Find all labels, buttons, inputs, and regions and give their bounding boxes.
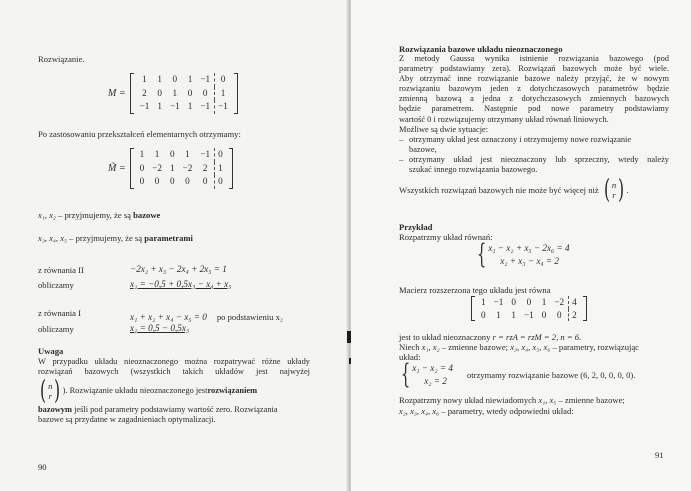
- matrix-m-tilde: [108, 148, 233, 189]
- matrix-cell: −1: [169, 101, 180, 111]
- matrix-cell: −1: [200, 101, 211, 111]
- matrix-cell: 0: [172, 74, 178, 84]
- solutions-binom: ( n r ): [603, 175, 625, 205]
- remark-line: rozwiązań bazowych (wszystkich takich układów jest najwyżej: [38, 367, 310, 377]
- intro-line: wartość 0 i rozwiązujemy otrzymany układ równań liniowych.: [399, 114, 609, 124]
- matrix-cell: 1: [142, 74, 147, 84]
- matrix-cell: 2: [568, 309, 581, 322]
- matrix-m-label: M =: [108, 87, 126, 99]
- matrix-cell: 0: [169, 176, 175, 186]
- matrix-cell: 1: [139, 149, 145, 159]
- matrix-cell: 1: [187, 74, 193, 84]
- matrix-cell: 0: [202, 176, 208, 186]
- remark-line3-rest: ). Rozwiązanie układu nieoznaczonego jest: [62, 386, 208, 396]
- rank-line: [399, 332, 581, 343]
- intro-line: Aby otrzymać inne rozwiązanie bazowe należy przyjąć, że w nowym: [399, 74, 669, 84]
- intro-line: zmienną bazową a jedna z dotychczasowych zmiennych bazowych: [399, 94, 669, 104]
- matrix-m-tilde-grid: [134, 148, 229, 189]
- elimination-sentence: Po zastosowaniu przekształceń elementarnych otrzymamy:: [38, 129, 241, 139]
- page-number-right: 91: [655, 450, 664, 460]
- calc2-expr: x₁ = 0,5 − 0,5x₃: [130, 323, 190, 333]
- intro-line: Możliwe są dwie sytuacje:: [399, 124, 489, 134]
- param-vars: x₃, x₄, x₅: [38, 233, 67, 243]
- eq1-label: z równania I: [38, 308, 81, 318]
- rank-line-text: jest to układ nieoznaczony: [399, 332, 493, 342]
- case-1-line: – otrzymany układ jest oznaczony i otrzymujemy nowe rozwiązanie: [409, 134, 632, 144]
- augmented-matrix-body: [471, 296, 587, 321]
- case-1: [399, 135, 669, 155]
- remark-line: W przypadku układu nieoznaczonego można rozpatrywać różne układy: [38, 357, 310, 366]
- matrix-cell: 1: [157, 74, 162, 84]
- matrix-cell: 0: [214, 175, 227, 189]
- uklad-label: układ:: [399, 352, 421, 362]
- matrix-cell: 1: [169, 162, 175, 173]
- matrix-m-body: [130, 73, 238, 114]
- matrix-m-grid: [134, 73, 234, 114]
- calc1-expr: x₂ = −0,5 + 0,5x₃ − x₄ + x₅: [130, 279, 232, 289]
- remark-line5: bazowe są przydatne w zagadnieniach optymalizacji.: [38, 415, 216, 425]
- new-system-line: [399, 395, 625, 406]
- matrix-cell: 1: [185, 149, 190, 159]
- remark-binom: ( n r ): [40, 376, 61, 407]
- remark-line3-bold: rozwiązaniem: [207, 386, 258, 396]
- matrix-cell: 0: [511, 297, 516, 307]
- intro-line: będzie parametrem. Następnie pod nowe parametry podstawiamy: [399, 104, 669, 114]
- basic-variables-line: [38, 210, 160, 221]
- binom-bottom: r: [612, 190, 616, 200]
- matrix-cell: 1: [481, 297, 486, 307]
- niech-text-a: Niech: [399, 342, 422, 352]
- case-2-line: – otrzymany układ jest nieoznaczony lub sprzeczny, wtedy należy: [409, 154, 669, 164]
- matrix-cell: 0: [481, 309, 486, 320]
- matrix-cell: 1: [541, 297, 547, 307]
- intro-line: rozwiązaniu bazowym jeden z dotychczasowych parametrów będzie: [399, 84, 669, 94]
- matrix-cell: 0: [157, 87, 162, 98]
- small-system: { x₁ − x₂ = 4 x₂ = 2 otrzymamy rozwiązanie bazowe (6, 2, 0, 0, 0, 0).: [400, 359, 636, 390]
- matrix-cell: 1: [214, 162, 227, 176]
- matrix-cell: −1: [523, 309, 534, 320]
- matrix-cell: −1: [200, 74, 211, 84]
- small-eq1: x₁ − x₂ = 4: [412, 363, 453, 373]
- params-line: [399, 406, 574, 417]
- small-eq2: x₂ = 2: [424, 376, 447, 386]
- matrix-cell: 1: [496, 309, 501, 320]
- matrix-cell: 1: [214, 87, 232, 101]
- remark-binom-top: n: [48, 381, 53, 392]
- new-system-text-a: Rozpatrzmy nowy układ niewiadomych: [399, 395, 539, 405]
- remark-title: Uwaga: [38, 346, 64, 356]
- augmented-intro: Macierz rozszerzona tego układu jest równa: [399, 285, 551, 295]
- param-vars-text: – przyjmujemy, że są: [67, 233, 145, 243]
- example-system: { x₁ − x₂ + x₅ − 2x₆ = 4 x₂ + x₃ − x₄ = 2: [476, 239, 570, 270]
- example-intro: Rozpatrzmy układ równań:: [399, 232, 493, 242]
- niech-params: x₃, x₄, x₅, x₆: [510, 342, 551, 352]
- right-page: [351, 0, 691, 491]
- augmented-matrix-grid: [475, 296, 583, 321]
- remark-body: [38, 357, 310, 425]
- remark-binom-bottom: r: [48, 391, 52, 402]
- augmented-matrix: [471, 296, 587, 326]
- matrix-cell: 0: [214, 148, 227, 162]
- matrix-cell: 0: [187, 87, 193, 98]
- section-title: Rozwiązania bazowe układu nieoznaczonego: [399, 44, 563, 54]
- matrix-cell: −1: [200, 149, 211, 159]
- basic-vars-text: – przyjmujemy, że są: [55, 210, 134, 220]
- matrix-cell: −2: [182, 162, 193, 173]
- parameters-line: [38, 233, 193, 244]
- matrix-cell: −2: [554, 297, 565, 307]
- matrix-cell: 0: [526, 297, 532, 307]
- intro-paragraph: [399, 54, 669, 175]
- remark-line4-rest: jeśli pod parametry podstawiamy wartość zero. Rozwiązania: [71, 405, 278, 415]
- small-solution: otrzymamy rozwiązanie bazowe (6, 2, 0, 0, 0, 0).: [466, 369, 636, 380]
- matrix-cell: 0: [185, 176, 190, 186]
- case-1-line: bazowe,: [409, 144, 437, 154]
- page-number-left: 90: [38, 462, 47, 472]
- matrix-cell: 1: [187, 101, 193, 111]
- eq1-expr: x₁ + x₂ + x₄ − x₅ = 0: [130, 312, 207, 322]
- param-emph: parametrami: [144, 233, 193, 243]
- case-2-line: szukać innego rozwiązania bazowego.: [409, 165, 538, 175]
- remark-line-binom: [38, 376, 310, 407]
- basic-vars: x₁, x₂: [38, 210, 56, 220]
- matrix-cell: 0: [154, 176, 160, 186]
- matrix-cell: −1: [493, 297, 504, 307]
- matrix-cell: 0: [556, 309, 562, 320]
- params-line-rest: – parametry, wtedy odpowiedni układ:: [439, 406, 574, 416]
- niech-text-b: – zmienne bazowe;: [439, 342, 511, 352]
- new-system-vars: x₁, x₅: [538, 395, 557, 405]
- matrix-cell: 1: [154, 149, 160, 159]
- system-eq1: x₁ − x₂ + x₅ − 2x₆ = 4: [488, 243, 570, 253]
- eq2-expr: −2x₂ + x₃ − 2x₄ + 2x₅ = 1: [130, 264, 227, 274]
- rank-line-math: r = rzA = rzM = 2, n = 6.: [492, 332, 582, 342]
- remark-line4-bold: bazowym: [38, 405, 72, 415]
- matrix-cell: 0: [541, 309, 547, 320]
- matrix-cell: −1: [214, 100, 232, 114]
- matrix-cell: 0: [169, 149, 175, 159]
- matrix-cell: 0: [214, 73, 232, 87]
- matrix-cell: 1: [157, 101, 162, 111]
- matrix-cell: 0: [202, 87, 208, 98]
- calc1-label: obliczamy: [38, 280, 74, 290]
- matrix-cell: 4: [568, 296, 581, 309]
- all-solutions-text: Wszystkich rozwiązań bazowych nie może być więcej niż: [399, 184, 599, 195]
- case-2: [399, 155, 669, 175]
- matrix-cell: 0: [139, 176, 145, 186]
- system-eq2: x₂ + x₃ − x₄ = 2: [500, 256, 559, 266]
- niech-line: [399, 342, 639, 353]
- intro-line: Z metody Gaussa wynika istnienie rozwiązania bazowego (pod: [399, 54, 669, 63]
- matrix-m-tilde-body: [130, 148, 233, 189]
- matrix-cell: 1: [511, 309, 516, 320]
- eq2-label: z równania II: [38, 265, 84, 275]
- new-system-text-b: – zmienne bazowe;: [556, 395, 625, 405]
- eq1-suffix: po podstawieniu x₂: [216, 312, 283, 322]
- all-solutions-line: Wszystkich rozwiązań bazowych nie może być więcej niż ( n r ) .: [399, 175, 629, 205]
- matrix-cell: 2: [142, 87, 147, 98]
- niech-vars: x₁, x₂: [421, 342, 440, 352]
- matrix-cell: −2: [152, 162, 162, 173]
- matrix-cell: 1: [172, 87, 178, 98]
- matrix-m-tilde-label: M̃ =: [108, 162, 126, 174]
- matrix-cell: 0: [139, 162, 145, 173]
- remark-line4: [38, 405, 310, 415]
- solution-heading: Rozwiązanie.: [38, 54, 85, 64]
- intro-line: parametry podstawiamy zera). Rozwiązań bazowych może być wiele.: [399, 64, 669, 74]
- matrix-cell: −1: [139, 101, 150, 111]
- calc2-label: obliczamy: [38, 324, 74, 334]
- basic-emph: bazowe: [133, 210, 161, 220]
- binom-top: n: [611, 180, 617, 190]
- example-title: Przykład: [399, 222, 433, 232]
- matrix-m: [108, 73, 238, 114]
- matrix-cell: 2: [202, 162, 208, 173]
- niech-text-c: – parametry, rozwiązując: [550, 342, 640, 352]
- params-line-vars: x₂, x₃, x₄, x₆: [399, 406, 440, 416]
